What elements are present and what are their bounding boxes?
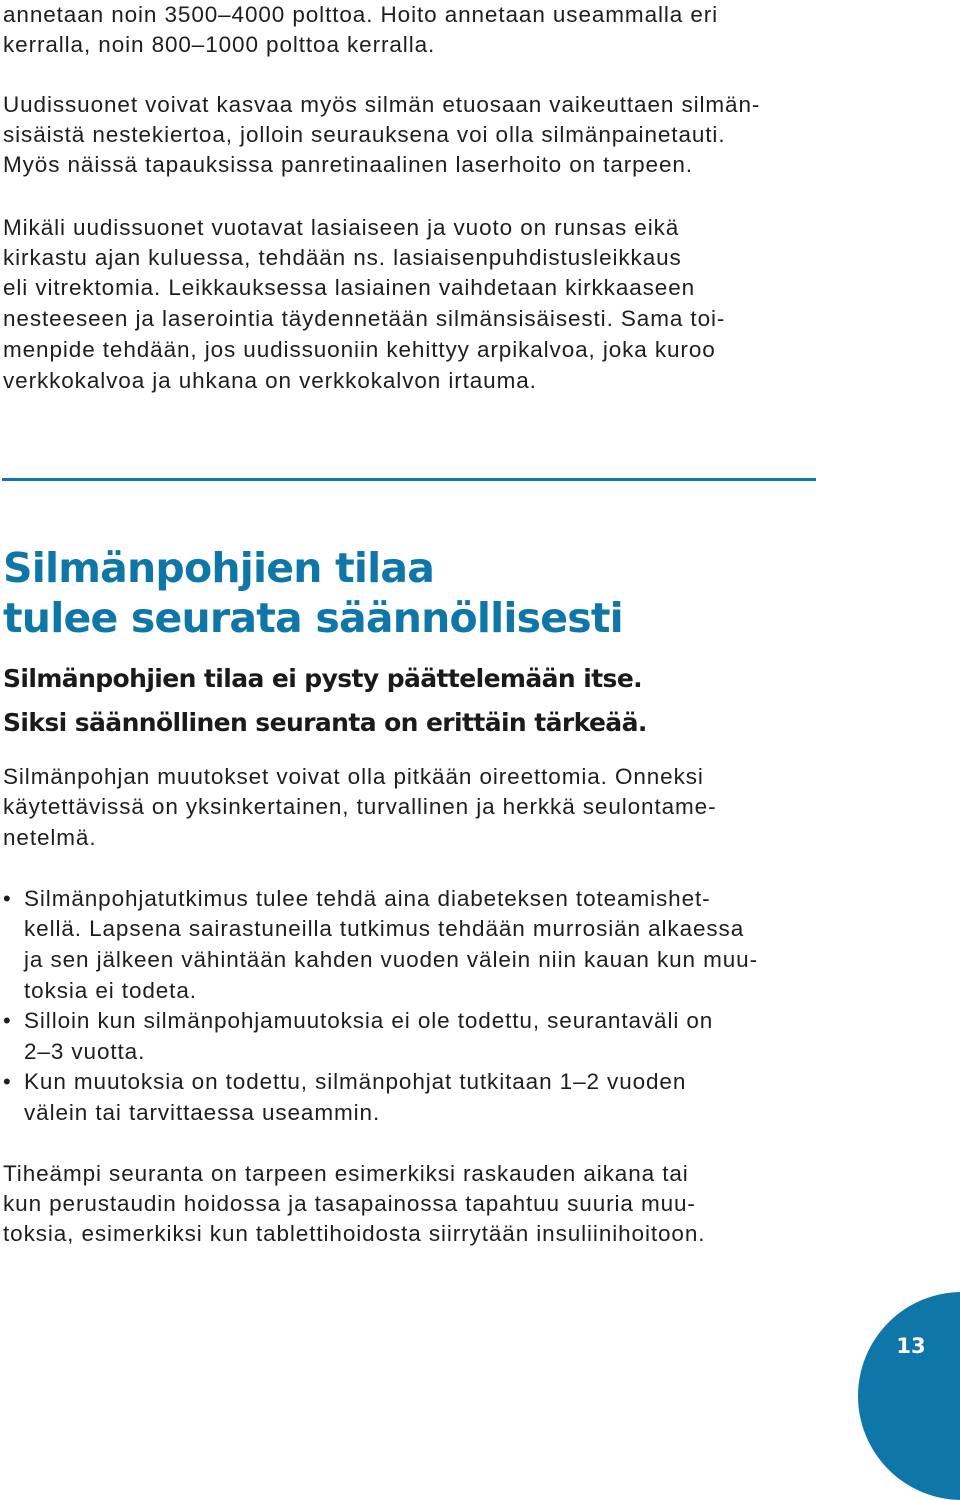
text-line: Tiheämpi seuranta on tarpeen esimerkiksi raskauden aikana tai: [3, 1161, 689, 1186]
text-line: välein tai tarvittaessa useammin.: [24, 1100, 381, 1125]
text-line: käytettävissä on yksinkertainen, turvallinen ja herkkä seulontame-: [3, 794, 717, 819]
text-line: verkkokalvoa ja uhkana on verkkokalvon irtauma.: [3, 368, 537, 393]
text-line: Kun muutoksia on todettu, silmänpohjat tutkitaan 1–2 vuoden: [24, 1069, 687, 1094]
page-number: 13: [896, 1334, 926, 1358]
text-line: 2–3 vuotta.: [24, 1039, 146, 1064]
text-line: toksia, esimerkiksi kun tablettihoidosta siirrytään insuliinihoitoon.: [3, 1221, 706, 1246]
page-number-badge: [858, 1292, 960, 1500]
section-subtitle-line: Silmänpohjien tilaa ei pysty päättelemään itse.: [3, 664, 643, 693]
section-subtitle-line: Siksi säännöllinen seuranta on erittäin tärkeää.: [3, 708, 647, 737]
text-line: Myös näissä tapauksissa panretinaalinen laserhoito on tarpeen.: [3, 152, 693, 177]
text-line: Uudissuonet voivat kasvaa myös silmän etuosaan vaikeuttaen silmän-: [3, 92, 761, 117]
bullet-icon: •: [3, 886, 11, 911]
text-line: sisäistä nestekiertoa, jolloin seurauksena voi olla silmänpainetauti.: [3, 122, 726, 147]
text-line: Silloin kun silmänpohjamuutoksia ei ole todettu, seurantaväli on: [24, 1008, 714, 1033]
text-line: kirkastu ajan kuluessa, tehdään ns. lasiaisenpuhdistusleikkaus: [3, 245, 682, 270]
text-line: eli vitrektomia. Leikkauksessa lasiainen vaihdetaan kirkkaaseen: [3, 275, 696, 300]
text-line: kerralla, noin 800–1000 polttoa kerralla.: [3, 32, 436, 57]
text-line: ja sen jälkeen vähintään kahden vuoden välein niin kauan kun muu-: [24, 947, 758, 972]
text-line: netelmä.: [3, 825, 97, 850]
bullet-icon: •: [3, 1069, 11, 1094]
text-line: kun perustaudin hoidossa ja tasapainossa tapahtuu suuria muu-: [3, 1191, 696, 1216]
section-title-line: Silmänpohjien tilaa: [3, 544, 435, 592]
section-title-line: tulee seurata säännöllisesti: [3, 594, 623, 642]
text-line: Silmänpohjan muutokset voivat olla pitkään oireettomia. Onneksi: [3, 764, 704, 789]
bullet-icon: •: [3, 1008, 11, 1033]
text-line: Silmänpohjatutkimus tulee tehdä aina diabeteksen toteamishet-: [24, 886, 711, 911]
text-line: toksia ei todeta.: [24, 978, 197, 1003]
text-line: annetaan noin 3500–4000 polttoa. Hoito annetaan useammalla eri: [3, 2, 719, 27]
text-line: Mikäli uudissuonet vuotavat lasiaiseen ja vuoto on runsas eikä: [3, 215, 680, 240]
text-line: nesteeseen ja laserointia täydennetään silmänsisäisesti. Sama toi-: [3, 306, 726, 331]
text-line: kellä. Lapsena sairastuneilla tutkimus tehdään murrosiän alkaessa: [24, 916, 745, 941]
section-divider: [2, 478, 816, 481]
text-line: menpide tehdään, jos uudissuoniin kehittyy arpikalvoa, joka kuroo: [3, 337, 716, 362]
